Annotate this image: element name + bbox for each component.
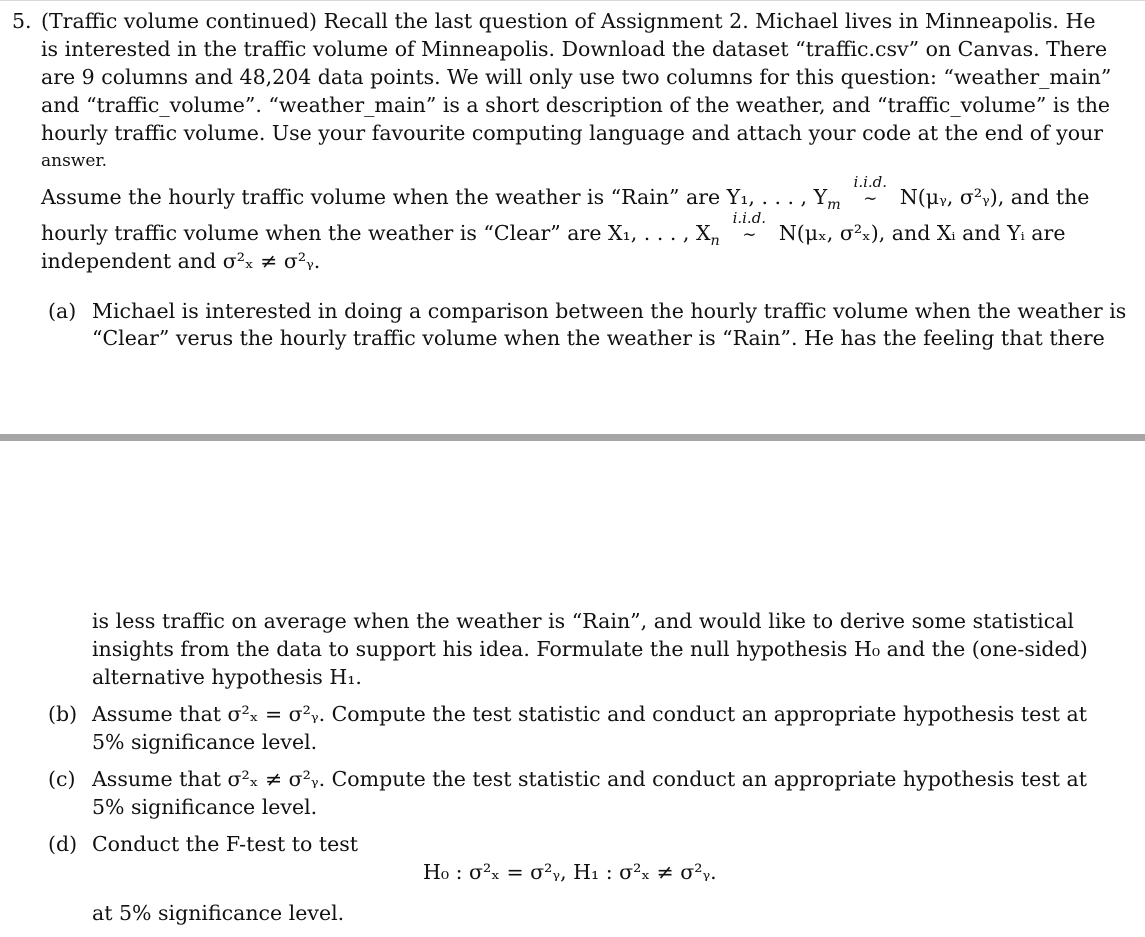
part-a-label: (a) xyxy=(48,299,77,323)
tilde-symbol: ∼ xyxy=(863,189,878,209)
part-a-line-2: “Clear” verus the hourly traffic volume when the weather is “Rain”. He has the feeling that there xyxy=(92,326,1105,350)
part-b-line-1: Assume that σ²ₓ = σ²ᵧ. Compute the test statistic and conduct an appropriate hypothesis test at xyxy=(92,702,1087,726)
part-a-line-1: Michael is interested in doing a comparison between the hourly traffic volume when the weather is xyxy=(92,299,1127,323)
tilde-symbol: ∼ xyxy=(742,225,757,245)
assumption-1-text: Assume the hourly traffic volume when the weather is “Rain” are Y₁, . . . , Y xyxy=(41,185,828,209)
part-c-line-2: 5% significance level. xyxy=(92,795,318,819)
question-text-line-1: (Traffic volume continued) Recall the last question of Assignment 2. Michael lives in Minneapolis. He xyxy=(41,9,1096,33)
page-divider xyxy=(0,434,1145,441)
part-b-label: (b) xyxy=(48,702,78,726)
top-border xyxy=(0,0,1145,1)
iid-label: i.i.d. xyxy=(732,209,767,227)
part-c-line-1: Assume that σ²ₓ ≠ σ²ᵧ. Compute the test statistic and conduct an appropriate hypothesis test at xyxy=(92,767,1087,791)
question-text-line-5: hourly traffic volume. Use your favourite computing language and attach your code at the end of your xyxy=(41,121,1104,145)
iid-label: i.i.d. xyxy=(853,173,888,191)
part-a-line-4: insights from the data to support his idea. Formulate the null hypothesis H₀ and the (one-sided) xyxy=(92,637,1088,661)
part-b-line-2: 5% significance level. xyxy=(92,730,318,754)
hypothesis-equation: H₀ : σ²ₓ = σ²ᵧ, H₁ : σ²ₓ ≠ σ²ᵧ. xyxy=(423,860,717,884)
question-text-line-4: and “traffic_volume”. “weather_main” is a short description of the weather, and “traffic_volume” is the xyxy=(41,93,1111,117)
assumption-line-1 xyxy=(41,173,1090,214)
assumption-1-subscript: m xyxy=(827,197,841,214)
question-text-line-2: is interested in the traffic volume of Minneapolis. Download the dataset “traffic.csv” on Canvas. There xyxy=(41,37,1108,61)
part-a-line-3: is less traffic on average when the weather is “Rain”, and would like to derive some statistical xyxy=(92,609,1074,633)
assumption-line-2 xyxy=(41,209,1066,250)
part-d-line-1: Conduct the F-test to test xyxy=(92,832,358,856)
assumption-2-subscript: n xyxy=(710,233,720,250)
assumption-1-distribution: N(μᵧ, σ²ᵧ), and the xyxy=(899,185,1090,209)
part-c-label: (c) xyxy=(48,767,76,791)
assumption-2-distribution: N(μₓ, σ²ₓ), and Xᵢ and Yᵢ are xyxy=(778,221,1066,245)
question-text-line-3: are 9 columns and 48,204 data points. We will only use two columns for this question: “weather_main” xyxy=(41,65,1112,89)
question-text-line-6: answer. xyxy=(41,151,108,171)
assumption-2-text: hourly traffic volume when the weather is “Clear” are X₁, . . . , X xyxy=(41,221,711,245)
part-d-line-2: at 5% significance level. xyxy=(92,901,345,925)
part-d-label: (d) xyxy=(48,832,78,856)
question-number: 5. xyxy=(12,9,32,33)
part-a-line-5: alternative hypothesis H₁. xyxy=(92,665,362,689)
assumption-line-3: independent and σ²ₓ ≠ σ²ᵧ. xyxy=(41,249,321,273)
iid-symbol xyxy=(847,173,893,212)
iid-symbol xyxy=(726,209,772,248)
